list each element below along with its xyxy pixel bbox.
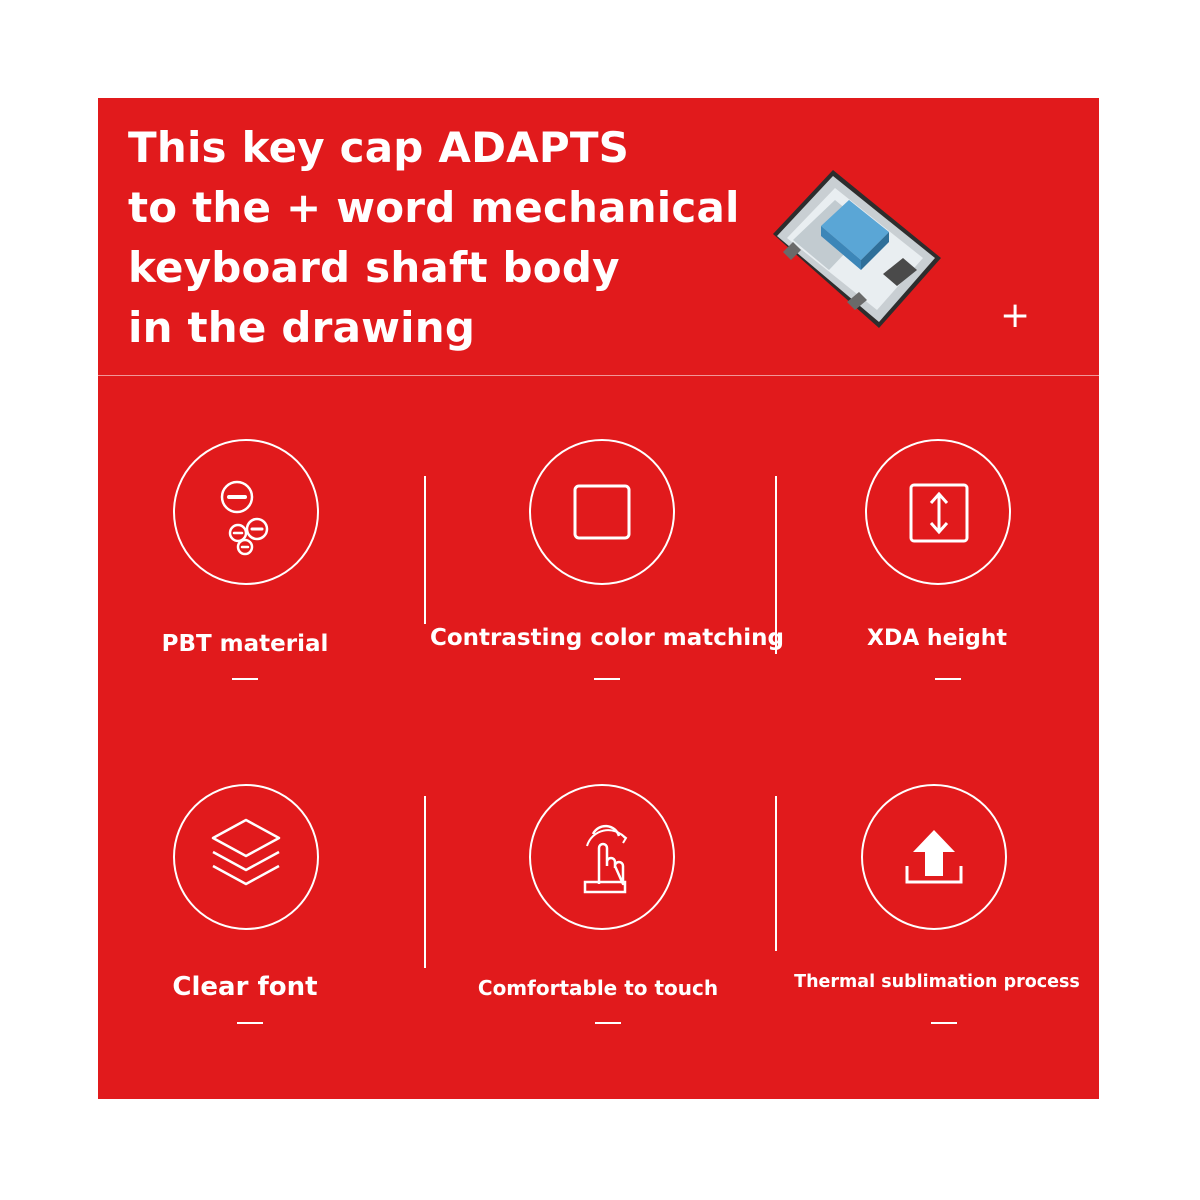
feature-dash bbox=[232, 678, 258, 680]
feature-icon-circle bbox=[529, 784, 675, 930]
headline-line: This key cap ADAPTS bbox=[128, 123, 630, 172]
column-divider bbox=[775, 796, 777, 951]
layers-icon bbox=[175, 786, 317, 928]
feature-label: XDA height bbox=[867, 626, 1007, 651]
section-divider bbox=[98, 375, 1099, 376]
feature-label: Contrasting color matching bbox=[429, 625, 785, 651]
feature-label: Thermal sublimation process bbox=[794, 972, 1080, 992]
feature-icon-circle bbox=[861, 784, 1007, 930]
feature-dash bbox=[935, 678, 961, 680]
feature-icon-circle bbox=[865, 439, 1011, 585]
feature-panel bbox=[98, 98, 1099, 1099]
feature-dash bbox=[594, 678, 620, 680]
headline-line: keyboard shaft body bbox=[128, 243, 620, 292]
touch-hand-icon bbox=[531, 786, 673, 928]
feature-label: Clear font bbox=[172, 972, 318, 1002]
upload-arrow-icon bbox=[863, 786, 1005, 928]
square-icon bbox=[531, 441, 673, 583]
feature-dash bbox=[931, 1022, 957, 1024]
height-arrows-icon bbox=[867, 441, 1009, 583]
headline-line: in the drawing bbox=[128, 303, 476, 352]
bubbles-icon bbox=[175, 441, 317, 583]
feature-icon-circle bbox=[529, 439, 675, 585]
feature-icon-circle bbox=[173, 784, 319, 930]
feature-icon-circle bbox=[173, 439, 319, 585]
headline-line: to the + word mechanical bbox=[128, 183, 740, 232]
column-divider bbox=[424, 476, 426, 624]
headline bbox=[128, 118, 740, 358]
feature-label: PBT material bbox=[161, 631, 329, 657]
feature-dash bbox=[595, 1022, 621, 1024]
feature-label: Comfortable to touch bbox=[477, 976, 719, 1000]
mechanical-switch-image bbox=[763, 162, 953, 352]
column-divider bbox=[424, 796, 426, 968]
feature-dash bbox=[237, 1022, 263, 1024]
plus-symbol: + bbox=[1000, 295, 1031, 336]
